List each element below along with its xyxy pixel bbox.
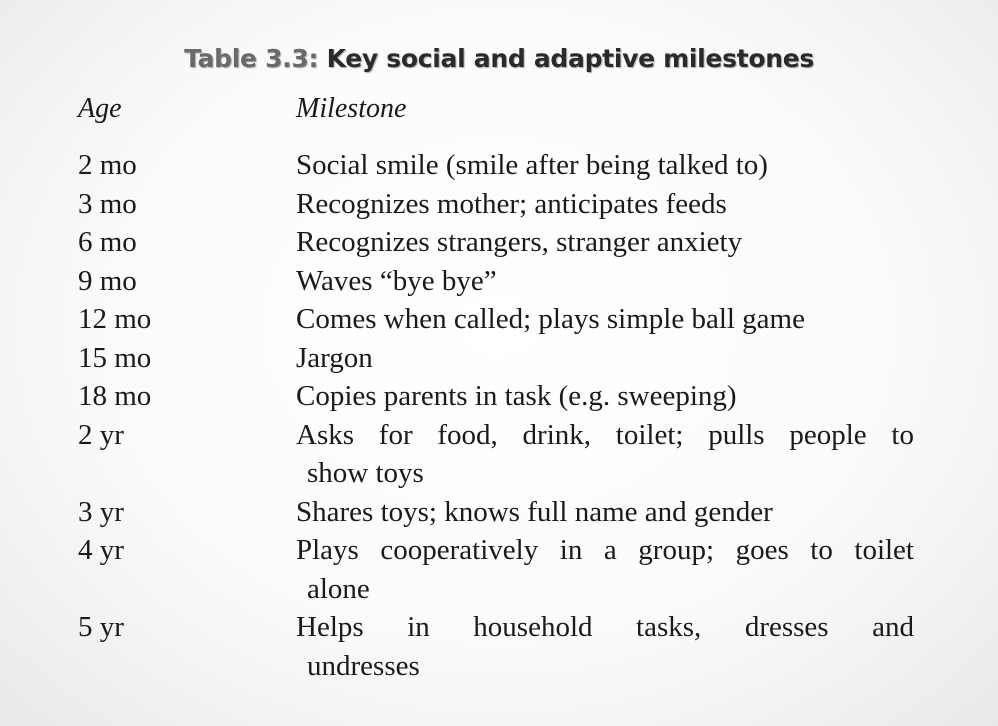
- age-cell: 2 yr: [78, 418, 124, 451]
- table-row: [78, 608, 914, 685]
- milestone-line: show toys: [307, 457, 424, 489]
- table-title: [0, 44, 998, 73]
- age-cell: 6 mo: [78, 226, 137, 258]
- milestone-line: Jargon: [296, 341, 373, 374]
- table-title-text: Key social and adaptive milestones: [326, 44, 814, 73]
- table-row: [78, 300, 914, 339]
- table-row: [78, 377, 914, 416]
- milestone-line: Comes when called; plays simple ball game: [296, 303, 805, 335]
- table-number: Table 3.3:: [184, 44, 319, 73]
- milestone-cell: [296, 300, 914, 339]
- milestone-cell: [296, 185, 914, 224]
- milestone-cell: [296, 339, 914, 378]
- milestone-line: Plays cooperatively in a group; goes to toilet: [296, 534, 914, 566]
- milestone-line: Waves “bye bye”: [296, 264, 497, 297]
- table-row: [78, 339, 914, 378]
- milestone-cell: [296, 223, 914, 262]
- age-cell: 15 mo: [78, 341, 152, 374]
- age-cell: 3 yr: [78, 495, 124, 528]
- table-row: [78, 146, 914, 185]
- milestone-cell: [296, 416, 914, 493]
- age-cell: 4 yr: [78, 534, 124, 566]
- header-age: Age: [78, 93, 122, 124]
- milestone-line: Copies parents in task (e.g. sweeping): [296, 380, 737, 412]
- milestone-cell: [296, 531, 914, 608]
- age-cell: 3 mo: [78, 187, 137, 220]
- milestone-line: alone: [307, 572, 370, 605]
- milestone-cell: [296, 608, 914, 685]
- milestone-line: Shares toys; knows full name and gender: [296, 495, 773, 528]
- milestone-line: Helps in household tasks, dresses and: [296, 611, 914, 643]
- milestone-table: [78, 146, 914, 685]
- milestone-cell: [296, 146, 914, 185]
- milestone-line: undresses: [307, 649, 420, 682]
- milestone-line: Recognizes strangers, stranger anxiety: [296, 226, 743, 258]
- milestone-line: Asks for food, drink, toilet; pulls people to: [296, 418, 914, 451]
- milestone-line: Social smile (smile after being talked to): [296, 149, 768, 181]
- milestone-cell: [296, 262, 914, 301]
- table-row: [78, 185, 914, 224]
- age-cell: 5 yr: [78, 611, 124, 643]
- age-cell: 2 mo: [78, 149, 137, 181]
- header-milestone: Milestone: [296, 93, 407, 124]
- milestone-line: Recognizes mother; anticipates feeds: [296, 187, 727, 220]
- table-row: [78, 416, 914, 493]
- table-row: [78, 262, 914, 301]
- age-cell: 12 mo: [78, 303, 152, 335]
- table-row: [78, 493, 914, 532]
- table-row: [78, 223, 914, 262]
- age-cell: 9 mo: [78, 264, 137, 297]
- milestone-cell: [296, 377, 914, 416]
- age-cell: 18 mo: [78, 380, 152, 412]
- milestone-cell: [296, 493, 914, 532]
- table-row: [78, 531, 914, 608]
